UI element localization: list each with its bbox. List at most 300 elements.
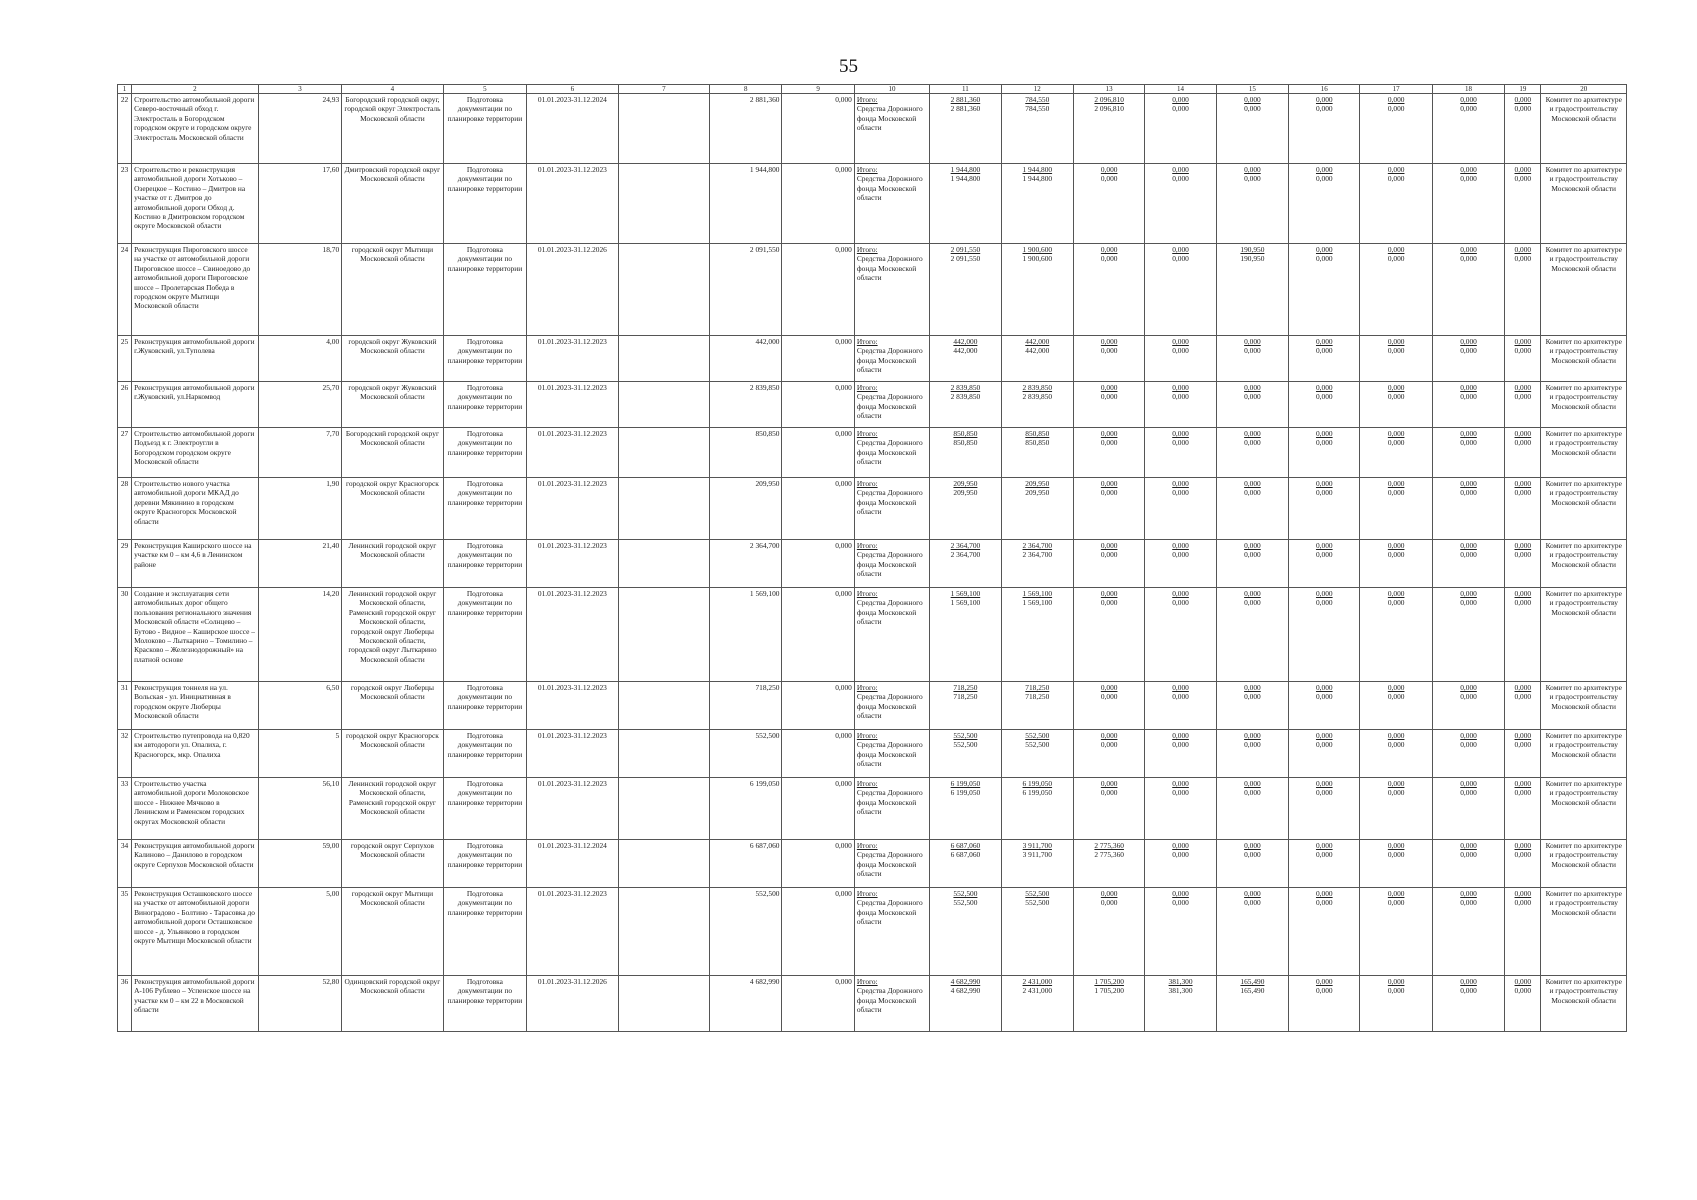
amount-total: 0,000 xyxy=(1387,889,1405,898)
row-number: 25 xyxy=(118,336,132,382)
col9-value: 0,000 xyxy=(782,682,854,730)
source-total-label: Итого: xyxy=(856,541,878,550)
amount-fund: 0,000 xyxy=(1244,346,1261,356)
cost-value: 1 569,100 xyxy=(710,588,782,682)
amount-fund: 0,000 xyxy=(1460,598,1477,608)
amount-cell xyxy=(1360,164,1432,244)
amount-total: 0,000 xyxy=(1100,541,1118,550)
source-fund-label: Средства Дорожного фонда Московской области xyxy=(856,550,923,579)
length-value: 59,00 xyxy=(258,840,341,888)
amount-total: 718,250 xyxy=(953,683,978,692)
amount-fund: 0,000 xyxy=(1100,740,1118,750)
amount-total: 0,000 xyxy=(1514,95,1532,104)
amount-cell xyxy=(1432,682,1504,730)
row-number: 34 xyxy=(118,840,132,888)
amount-cell xyxy=(1073,382,1144,428)
amount-cell xyxy=(1360,382,1432,428)
amount-cell xyxy=(1289,478,1360,540)
cost-value: 2 839,850 xyxy=(710,382,782,428)
amount-fund: 0,000 xyxy=(1100,598,1118,608)
amount-cell xyxy=(1145,888,1216,976)
amount-total: 0,000 xyxy=(1172,165,1189,174)
amount-fund: 0,000 xyxy=(1387,598,1405,608)
location: Богородский городской округ, городской округ Электросталь Московской области xyxy=(342,94,444,164)
amount-total: 0,000 xyxy=(1460,165,1477,174)
amount-fund: 0,000 xyxy=(1387,850,1405,860)
amount-total: 0,000 xyxy=(1514,429,1532,438)
row-number: 31 xyxy=(118,682,132,730)
empty-cell xyxy=(618,94,709,164)
length-value: 5 xyxy=(258,730,341,778)
amount-cell xyxy=(1073,428,1144,478)
amount-cell xyxy=(1216,730,1288,778)
amount-cell xyxy=(1073,164,1144,244)
amount-cell xyxy=(1505,840,1541,888)
amount-total: 6 199,050 xyxy=(950,779,981,788)
col9-value: 0,000 xyxy=(782,94,854,164)
amount-cell xyxy=(1505,336,1541,382)
empty-cell xyxy=(618,888,709,976)
row-number: 26 xyxy=(118,382,132,428)
amount-fund: 0,000 xyxy=(1244,850,1261,860)
length-value: 24,93 xyxy=(258,94,341,164)
cost-value: 552,500 xyxy=(710,888,782,976)
amount-cell xyxy=(1360,840,1432,888)
amount-fund: 6 199,050 xyxy=(1022,788,1053,798)
amount-total: 0,000 xyxy=(1100,165,1118,174)
amount-cell xyxy=(930,888,1001,976)
amount-cell xyxy=(1505,778,1541,840)
row-number: 29 xyxy=(118,540,132,588)
source-fund-label: Средства Дорожного фонда Московской области xyxy=(856,788,923,817)
amount-total: 0,000 xyxy=(1172,479,1189,488)
empty-cell xyxy=(618,478,709,540)
column-number-header: 15 xyxy=(1216,85,1288,94)
funding-source xyxy=(854,428,929,478)
amount-total: 0,000 xyxy=(1387,337,1405,346)
amount-fund: 0,000 xyxy=(1315,850,1333,860)
amount-cell xyxy=(1073,840,1144,888)
amount-total: 0,000 xyxy=(1315,95,1333,104)
amount-fund: 0,000 xyxy=(1244,488,1261,498)
amount-fund: 0,000 xyxy=(1244,104,1261,114)
amount-cell xyxy=(1505,976,1541,1032)
amount-cell xyxy=(1505,888,1541,976)
amount-cell xyxy=(1432,94,1504,164)
funding-source xyxy=(854,840,929,888)
amount-total: 0,000 xyxy=(1387,95,1405,104)
length-value: 17,60 xyxy=(258,164,341,244)
amount-total: 2 364,700 xyxy=(950,541,981,550)
amount-cell xyxy=(1145,164,1216,244)
period: 01.01.2023-31.12.2026 xyxy=(527,244,618,336)
amount-fund: 0,000 xyxy=(1514,898,1532,908)
row-number: 28 xyxy=(118,478,132,540)
object-name: Реконструкция Пироговского шоссе на участке от автомобильной дороги Пироговское шоссе – Свиноедово до автомобильной дороги Пироговское шоссе – Пролетарская Победа в городском округе Мытищи Московской области xyxy=(132,244,259,336)
amount-total: 0,000 xyxy=(1514,977,1532,986)
work-stage: Подготовка документации по планировке территории xyxy=(443,588,526,682)
period: 01.01.2023-31.12.2023 xyxy=(527,382,618,428)
amount-fund: 0,000 xyxy=(1244,898,1261,908)
amount-cell xyxy=(1216,778,1288,840)
amount-total: 0,000 xyxy=(1514,589,1532,598)
amount-total: 0,000 xyxy=(1315,337,1333,346)
amount-cell xyxy=(1432,840,1504,888)
source-total-label: Итого: xyxy=(856,589,878,598)
source-fund-label: Средства Дорожного фонда Московской области xyxy=(856,104,923,133)
amount-total: 442,000 xyxy=(1025,337,1050,346)
amount-cell xyxy=(1216,976,1288,1032)
cost-value: 2 881,360 xyxy=(710,94,782,164)
amount-fund: 2 839,850 xyxy=(950,392,981,402)
amount-cell xyxy=(1073,478,1144,540)
work-stage: Подготовка документации по планировке территории xyxy=(443,840,526,888)
amount-cell xyxy=(1001,336,1073,382)
object-name: Реконструкция Осташковского шоссе на участке от автомобильной дороги Виноградово - Болтино - Тарасовка до автомобильной дороги Осташковское шоссе - д. Ульянково в городском округе Мытищи Московской области xyxy=(132,888,259,976)
amount-total: 0,000 xyxy=(1387,977,1405,986)
responsible-body: Комитет по архитектуре и градостроительству Московской области xyxy=(1541,730,1627,778)
amount-fund: 0,000 xyxy=(1315,438,1333,448)
amount-total: 2 431,000 xyxy=(1022,977,1053,986)
source-fund-label: Средства Дорожного фонда Московской области xyxy=(856,898,923,927)
amount-fund: 0,000 xyxy=(1100,346,1118,356)
amount-total: 0,000 xyxy=(1514,541,1532,550)
source-fund-label: Средства Дорожного фонда Московской области xyxy=(856,692,923,721)
amount-cell xyxy=(1289,244,1360,336)
amount-total: 0,000 xyxy=(1387,731,1405,740)
amount-cell xyxy=(1145,336,1216,382)
col9-value: 0,000 xyxy=(782,730,854,778)
cost-value: 6 199,050 xyxy=(710,778,782,840)
amount-total: 0,000 xyxy=(1460,841,1477,850)
col9-value: 0,000 xyxy=(782,164,854,244)
table-row xyxy=(118,428,1627,478)
amount-fund: 0,000 xyxy=(1460,254,1477,264)
responsible-body: Комитет по архитектуре и градостроительству Московской области xyxy=(1541,540,1627,588)
table-row xyxy=(118,336,1627,382)
amount-total: 0,000 xyxy=(1514,383,1532,392)
amount-fund: 2 096,810 xyxy=(1094,104,1124,114)
amount-total: 0,000 xyxy=(1172,889,1189,898)
source-fund-label: Средства Дорожного фонда Московской области xyxy=(856,986,923,1015)
funding-source xyxy=(854,94,929,164)
object-name: Строительство автомобильной дороги Северо-восточный обход г. Электросталь в Богородском городском округе и городском округе Электросталь Московской области xyxy=(132,94,259,164)
work-stage: Подготовка документации по планировке территории xyxy=(443,382,526,428)
amount-fund: 0,000 xyxy=(1514,392,1532,402)
amount-total: 0,000 xyxy=(1315,479,1333,488)
amount-total: 0,000 xyxy=(1387,779,1405,788)
column-number-header: 5 xyxy=(443,85,526,94)
amount-fund: 0,000 xyxy=(1100,692,1118,702)
amount-cell xyxy=(1216,588,1288,682)
amount-fund: 0,000 xyxy=(1460,850,1477,860)
amount-cell xyxy=(1289,730,1360,778)
amount-cell xyxy=(1432,336,1504,382)
amount-total: 3 911,700 xyxy=(1022,841,1052,850)
period: 01.01.2023-31.12.2023 xyxy=(527,730,618,778)
amount-fund: 2 091,550 xyxy=(950,254,981,264)
object-name: Создание и эксплуатация сети автомобильных дорог общего пользования регионального значения Московской области «Солнцево – Бутово - Видное – Каширское шоссе – Молоково – Лыткарино – Томилино – Красково – Железнодорожный» на платной основе xyxy=(132,588,259,682)
location: городской округ Красногорск Московской области xyxy=(342,730,444,778)
column-number-header: 20 xyxy=(1541,85,1627,94)
amount-total: 0,000 xyxy=(1460,589,1477,598)
amount-cell xyxy=(930,730,1001,778)
length-value: 25,70 xyxy=(258,382,341,428)
amount-cell xyxy=(1145,730,1216,778)
amount-fund: 0,000 xyxy=(1315,550,1333,560)
amount-cell xyxy=(1432,244,1504,336)
amount-cell xyxy=(1145,428,1216,478)
source-fund-label: Средства Дорожного фонда Московской области xyxy=(856,850,923,879)
amount-total: 0,000 xyxy=(1244,165,1261,174)
col9-value: 0,000 xyxy=(782,244,854,336)
empty-cell xyxy=(618,778,709,840)
amount-total: 0,000 xyxy=(1315,977,1333,986)
amount-fund: 1 569,100 xyxy=(1022,598,1053,608)
amount-fund: 0,000 xyxy=(1460,986,1477,996)
amount-total: 4 682,990 xyxy=(950,977,981,986)
amount-fund: 0,000 xyxy=(1315,598,1333,608)
amount-cell xyxy=(1216,478,1288,540)
amount-fund: 209,950 xyxy=(1025,488,1050,498)
amount-cell xyxy=(1001,244,1073,336)
amount-fund: 0,000 xyxy=(1460,346,1477,356)
amount-total: 0,000 xyxy=(1172,95,1189,104)
amount-fund: 0,000 xyxy=(1460,438,1477,448)
program-table xyxy=(117,84,1627,1032)
amount-fund: 0,000 xyxy=(1387,788,1405,798)
table-row xyxy=(118,164,1627,244)
amount-fund: 0,000 xyxy=(1100,788,1118,798)
column-number-header: 14 xyxy=(1145,85,1216,94)
amount-cell xyxy=(930,778,1001,840)
responsible-body: Комитет по архитектуре и градостроительству Московской области xyxy=(1541,382,1627,428)
column-number-header: 8 xyxy=(710,85,782,94)
object-name: Реконструкция Каширского шоссе на участке км 0 – км 4,6 в Ленинском районе xyxy=(132,540,259,588)
amount-fund: 0,000 xyxy=(1172,346,1189,356)
amount-cell xyxy=(1001,840,1073,888)
amount-cell xyxy=(1216,840,1288,888)
amount-total: 0,000 xyxy=(1172,589,1189,598)
amount-fund: 165,490 xyxy=(1240,986,1265,996)
amount-fund: 6 687,060 xyxy=(950,850,981,860)
amount-cell xyxy=(1001,382,1073,428)
empty-cell xyxy=(618,588,709,682)
work-stage: Подготовка документации по планировке территории xyxy=(443,478,526,540)
amount-total: 0,000 xyxy=(1315,731,1333,740)
amount-fund: 0,000 xyxy=(1315,692,1333,702)
object-name: Реконструкция автомобильной дороги г.Жуковский, ул.Туполева xyxy=(132,336,259,382)
amount-fund: 0,000 xyxy=(1244,392,1261,402)
period: 01.01.2023-31.12.2023 xyxy=(527,428,618,478)
empty-cell xyxy=(618,730,709,778)
column-number-header: 10 xyxy=(854,85,929,94)
row-number: 36 xyxy=(118,976,132,1032)
amount-total: 0,000 xyxy=(1100,683,1118,692)
column-number-header: 12 xyxy=(1001,85,1073,94)
length-value: 21,40 xyxy=(258,540,341,588)
work-stage: Подготовка документации по планировке территории xyxy=(443,976,526,1032)
amount-cell xyxy=(1001,778,1073,840)
amount-fund: 0,000 xyxy=(1514,550,1532,560)
amount-cell xyxy=(1505,478,1541,540)
amount-total: 0,000 xyxy=(1387,383,1405,392)
empty-cell xyxy=(618,840,709,888)
amount-total: 0,000 xyxy=(1100,731,1118,740)
amount-cell xyxy=(1216,540,1288,588)
amount-fund: 0,000 xyxy=(1387,254,1405,264)
amount-cell xyxy=(1360,778,1432,840)
amount-cell xyxy=(930,976,1001,1032)
amount-cell xyxy=(1432,588,1504,682)
amount-total: 0,000 xyxy=(1172,841,1189,850)
column-numbers-header xyxy=(118,85,1627,94)
row-number: 23 xyxy=(118,164,132,244)
period: 01.01.2023-31.12.2023 xyxy=(527,888,618,976)
amount-total: 0,000 xyxy=(1244,541,1261,550)
funding-source xyxy=(854,478,929,540)
amount-cell xyxy=(1001,164,1073,244)
period: 01.01.2023-31.12.2023 xyxy=(527,778,618,840)
amount-cell xyxy=(1145,478,1216,540)
amount-cell xyxy=(1216,428,1288,478)
amount-fund: 0,000 xyxy=(1315,788,1333,798)
amount-cell xyxy=(1145,778,1216,840)
amount-total: 850,850 xyxy=(1025,429,1050,438)
amount-total: 552,500 xyxy=(1025,889,1050,898)
amount-cell xyxy=(1289,588,1360,682)
amount-fund: 190,950 xyxy=(1240,254,1265,264)
responsible-body: Комитет по архитектуре и градостроительству Московской области xyxy=(1541,588,1627,682)
funding-source xyxy=(854,540,929,588)
work-stage: Подготовка документации по планировке территории xyxy=(443,164,526,244)
amount-fund: 0,000 xyxy=(1460,392,1477,402)
amount-fund: 0,000 xyxy=(1514,104,1532,114)
amount-cell xyxy=(1145,976,1216,1032)
amount-total: 0,000 xyxy=(1460,337,1477,346)
funding-source xyxy=(854,588,929,682)
location: городской округ Мытищи Московской области xyxy=(342,244,444,336)
amount-total: 6 199,050 xyxy=(1022,779,1053,788)
amount-cell xyxy=(1432,428,1504,478)
amount-fund: 0,000 xyxy=(1514,986,1532,996)
empty-cell xyxy=(618,428,709,478)
cost-value: 850,850 xyxy=(710,428,782,478)
source-total-label: Итого: xyxy=(856,889,878,898)
amount-cell xyxy=(1073,336,1144,382)
object-name: Строительство участка автомобильной дороги Молоковское шоссе - Нижнее Мячково в Ленинском и Раменском городских округах Московской области xyxy=(132,778,259,840)
row-number: 27 xyxy=(118,428,132,478)
amount-cell xyxy=(1145,540,1216,588)
amount-fund: 552,500 xyxy=(1025,898,1050,908)
amount-total: 0,000 xyxy=(1244,841,1261,850)
amount-cell xyxy=(1001,730,1073,778)
amount-cell xyxy=(1432,382,1504,428)
source-total-label: Итого: xyxy=(856,95,878,104)
amount-fund: 0,000 xyxy=(1387,740,1405,750)
amount-total: 0,000 xyxy=(1514,731,1532,740)
amount-total: 209,950 xyxy=(953,479,978,488)
amount-total: 0,000 xyxy=(1100,383,1118,392)
responsible-body: Комитет по архитектуре и градостроительству Московской области xyxy=(1541,888,1627,976)
amount-fund: 0,000 xyxy=(1514,254,1532,264)
amount-fund: 4 682,990 xyxy=(950,986,981,996)
amount-total: 0,000 xyxy=(1460,479,1477,488)
source-total-label: Итого: xyxy=(856,977,878,986)
amount-fund: 0,000 xyxy=(1387,104,1405,114)
responsible-body: Комитет по архитектуре и градостроительству Московской области xyxy=(1541,428,1627,478)
amount-total: 6 687,060 xyxy=(950,841,981,850)
object-name: Строительство автомобильной дороги Подъезд к г. Электроугли в Богородском городском округе Московской области xyxy=(132,428,259,478)
amount-total: 2 364,700 xyxy=(1022,541,1053,550)
col9-value: 0,000 xyxy=(782,478,854,540)
source-total-label: Итого: xyxy=(856,165,878,174)
amount-fund: 0,000 xyxy=(1460,174,1477,184)
amount-total: 0,000 xyxy=(1514,337,1532,346)
length-value: 1,90 xyxy=(258,478,341,540)
amount-fund: 784,550 xyxy=(1025,104,1050,114)
cost-value: 6 687,060 xyxy=(710,840,782,888)
table-row xyxy=(118,778,1627,840)
amount-total: 0,000 xyxy=(1100,779,1118,788)
amount-fund: 2 364,700 xyxy=(1022,550,1053,560)
amount-cell xyxy=(1145,244,1216,336)
amount-cell xyxy=(1289,336,1360,382)
amount-fund: 0,000 xyxy=(1100,254,1118,264)
amount-total: 165,490 xyxy=(1240,977,1265,986)
amount-fund: 0,000 xyxy=(1172,598,1189,608)
table-row xyxy=(118,94,1627,164)
amount-total: 0,000 xyxy=(1387,429,1405,438)
amount-total: 0,000 xyxy=(1172,683,1189,692)
amount-cell xyxy=(930,540,1001,588)
column-number-header: 3 xyxy=(258,85,341,94)
location: городской округ Серпухов Московской области xyxy=(342,840,444,888)
amount-fund: 552,500 xyxy=(953,740,978,750)
amount-fund: 0,000 xyxy=(1387,346,1405,356)
amount-total: 0,000 xyxy=(1244,589,1261,598)
amount-fund: 2 431,000 xyxy=(1022,986,1053,996)
amount-total: 0,000 xyxy=(1100,589,1118,598)
empty-cell xyxy=(618,682,709,730)
amount-fund: 0,000 xyxy=(1315,898,1333,908)
amount-total: 0,000 xyxy=(1460,429,1477,438)
row-number: 24 xyxy=(118,244,132,336)
amount-cell xyxy=(1360,244,1432,336)
amount-total: 381,300 xyxy=(1168,977,1193,986)
amount-total: 0,000 xyxy=(1460,683,1477,692)
amount-cell xyxy=(1216,382,1288,428)
amount-cell xyxy=(930,382,1001,428)
amount-cell xyxy=(930,840,1001,888)
column-number-header: 9 xyxy=(782,85,854,94)
amount-cell xyxy=(1505,428,1541,478)
amount-cell xyxy=(1073,588,1144,682)
amount-fund: 0,000 xyxy=(1514,174,1532,184)
responsible-body: Комитет по архитектуре и градостроительству Московской области xyxy=(1541,94,1627,164)
amount-fund: 718,250 xyxy=(953,692,978,702)
amount-cell xyxy=(1289,540,1360,588)
amount-total: 0,000 xyxy=(1315,589,1333,598)
amount-cell xyxy=(1073,682,1144,730)
amount-fund: 0,000 xyxy=(1172,740,1189,750)
column-number-header: 13 xyxy=(1073,85,1144,94)
amount-fund: 0,000 xyxy=(1387,392,1405,402)
amount-cell xyxy=(1360,540,1432,588)
row-number: 35 xyxy=(118,888,132,976)
work-stage: Подготовка документации по планировке территории xyxy=(443,244,526,336)
amount-total: 1 944,800 xyxy=(950,165,981,174)
